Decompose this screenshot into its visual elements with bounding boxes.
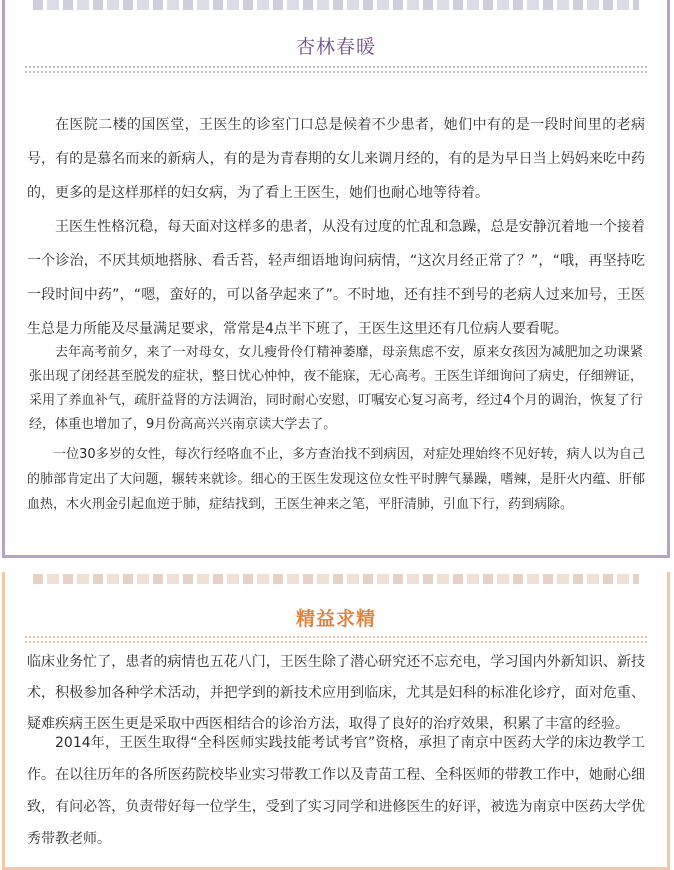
section-card-excellence xyxy=(2,572,670,870)
dotted-divider xyxy=(25,66,647,68)
decorative-banner-strip xyxy=(33,0,639,10)
paragraph: 临床业务忙了，患者的病情也五花八门，王医生除了潜心研究还不忘充电，学习国内外新知识、新技术，积极参加各种学术活动，并把学到的新技术应用到临床，尤其是妇科的标准化诊疗，面对危重、疑难疾病王医生更是采取中西医相结合的诊治方法，取得了良好的治疗效果，积累了丰富的经验。 xyxy=(27,654,645,732)
section-title: 精益求精 xyxy=(295,608,376,630)
decorative-banner-strip xyxy=(33,574,639,584)
dotted-divider xyxy=(25,636,647,638)
section-card-apricot xyxy=(2,0,670,558)
section-title: 杏林春暖 xyxy=(295,36,376,58)
paragraph: 2014年，王医生取得“全科医师实践技能考试考官”资格，承担了南京中医药大学的床边教学工作。在以往历年的各所医药院校毕业实习带教工作以及青苗工程、全科医师的带教工作中，她耐心细致，有问必答，负责带好每一位学生，受到了实习同学和进修医生的好评，被选为南京中医药大学优秀带教老师。 xyxy=(27,735,645,847)
paragraph: 在医院二楼的国医堂，王医生的诊室门口总是候着不少患者，她们中有的是一段时间里的老病号，有的是慕名而来的新病人，有的是为青春期的女儿来调月经的，有的是为早日当上妈妈来吃中药的，更多的是这样那样的妇女病，为了看上王医生，她们也耐心地等待着。 xyxy=(27,117,645,201)
paragraph: 去年高考前夕，来了一对母女，女儿瘦骨伶仃精神萎靡，母亲焦虑不安，原来女孩因为减肥加之功课紧张出现了闭经甚至脱发的症状，整日忧心忡忡，夜不能寐，无心高考。王医生详细询问了病史，仔细辨证，采用了养血补气，疏肝益肾的方法调治，同时耐心安慰，叮嘱安心复习高考，经过4个月的调治，恢复了行经，体重也增加了，9月份高高兴兴南京读大学去了。 xyxy=(29,345,643,432)
paragraph: 王医生性格沉稳，每天面对这样多的患者，从没有过度的忙乱和急躁，总是安静沉着地一个接着一个诊治，不厌其烦地搭脉、看舌苔，轻声细语地询问病情，“这次月经正常了？”，“哦，再坚持吃一段时间中药”，“嗯，蛮好的，可以备孕起来了”。不时地，还有挂不到号的老病人过来加号，王医生总是力所能及尽量满足要求，常常是4点半下班了，王医生这里还有几位病人要看呢。 xyxy=(27,219,645,337)
paragraph: 一位30多岁的女性，每次行经咯血不止，多方查治找不到病因，对症处理始终不见好转，病人以为自己的肺部肯定出了大问题，辗转来就诊。细心的王医生发现这位女性平时脾气暴躁，嗜辣，是肝火内蕴、肝郁血热，木火刑金引起血逆于肺，症结找到，王医生神来之笔，平肝清肺，引血下行，药到病除。 xyxy=(27,447,645,512)
